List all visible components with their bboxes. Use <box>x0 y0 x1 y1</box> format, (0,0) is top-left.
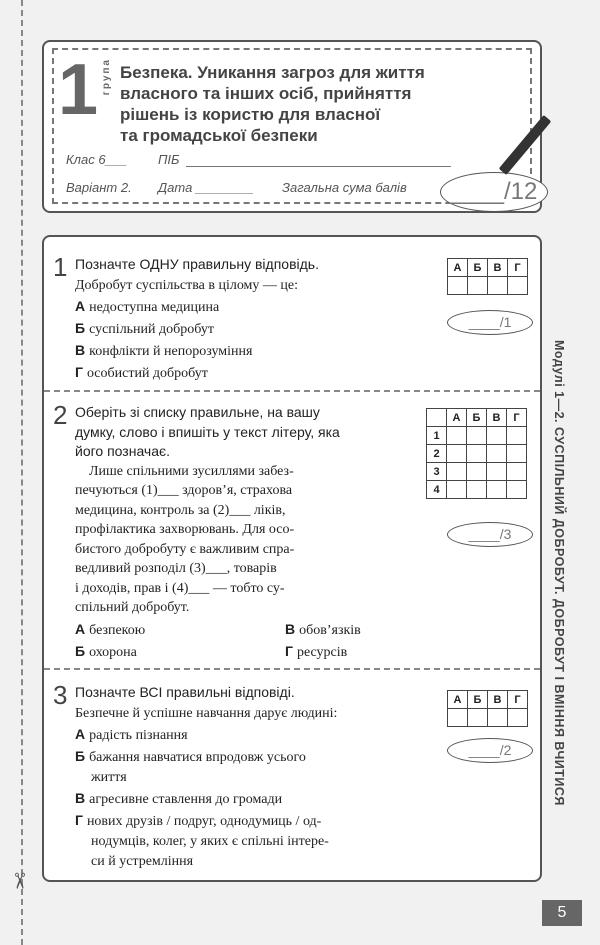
option-text: нових друзів / подруг, однодумиць / од- <box>86 814 322 829</box>
option-text: конфлікти й непорозуміння <box>89 344 253 359</box>
scissors-icon: ✂ <box>7 871 33 891</box>
answer-cell[interactable] <box>508 277 528 295</box>
answer-cell[interactable] <box>488 277 508 295</box>
answer-cell[interactable] <box>447 445 467 463</box>
score-oval[interactable]: ____/2 <box>447 738 533 763</box>
answer-cell[interactable] <box>468 709 488 727</box>
total-label: Загальна сума балів <box>282 180 407 195</box>
option-letter: Г <box>285 642 293 659</box>
answer-cell[interactable] <box>507 427 527 445</box>
total-score-oval[interactable]: ____/12 <box>440 172 548 212</box>
option[interactable] <box>75 318 435 340</box>
title-line: рішень із користю для власної <box>120 105 381 124</box>
grid-header: Б <box>468 259 488 277</box>
text-line: печуються (1)___ здоров’я, страхова <box>75 483 293 498</box>
answer-cell[interactable] <box>448 277 468 295</box>
divider <box>44 668 540 670</box>
option[interactable] <box>75 619 285 641</box>
grid-corner <box>427 409 447 427</box>
answer-cell[interactable] <box>467 445 487 463</box>
instruction: його позначає. <box>75 443 171 459</box>
question-3 <box>75 682 435 872</box>
answer-cell[interactable] <box>507 463 527 481</box>
option[interactable] <box>75 810 435 872</box>
grid-header: Б <box>467 409 487 427</box>
grid-header: Б <box>468 691 488 709</box>
instruction: Позначте ВСІ правильні відповіді. <box>75 684 295 700</box>
option-letter: Б <box>75 320 86 336</box>
title-line: Безпека. Уникання загроз для життя <box>120 63 425 82</box>
grid-row-label: 2 <box>427 445 447 463</box>
answer-cell[interactable] <box>467 481 487 499</box>
page-title <box>120 62 520 146</box>
answer-cell[interactable] <box>467 427 487 445</box>
title-line: та громадської безпеки <box>120 126 318 145</box>
text-line: ведливий розподіл (3)___, товарів <box>75 561 277 576</box>
option-letter: В <box>75 342 86 358</box>
text-line: спільний добробут. <box>75 600 190 615</box>
name-field[interactable] <box>186 166 451 167</box>
answer-cell[interactable] <box>447 481 467 499</box>
question-number: 1 <box>53 252 68 282</box>
grid-header: А <box>448 259 468 277</box>
option-text: бажання навчатися впродовж усього <box>89 750 306 765</box>
option-text: недоступна медицина <box>89 300 220 315</box>
option-text: охорона <box>89 644 137 660</box>
answer-cell[interactable] <box>468 277 488 295</box>
date-field[interactable]: Дата ________ <box>158 180 254 195</box>
answer-cell[interactable] <box>467 463 487 481</box>
option-letter: А <box>75 620 86 637</box>
answer-cell[interactable] <box>487 445 507 463</box>
matching-grid <box>426 408 527 499</box>
name-field-label: ПІБ <box>158 152 180 167</box>
option-letter: В <box>75 790 86 806</box>
page-number: 5 <box>542 900 582 926</box>
grid-header: В <box>487 409 507 427</box>
score-oval[interactable]: ____/1 <box>447 310 533 335</box>
option-text: безпекою <box>89 622 146 638</box>
option[interactable] <box>75 641 285 663</box>
option-text: особистий добробут <box>86 366 208 381</box>
grid-row-label: 1 <box>427 427 447 445</box>
option[interactable] <box>285 619 425 641</box>
option-letter: А <box>75 298 86 314</box>
option-text: обов’язків <box>299 622 361 638</box>
option[interactable] <box>285 641 425 663</box>
option[interactable] <box>75 788 435 810</box>
instruction: Позначте ОДНУ правильну відповідь. <box>75 256 319 272</box>
text-line: профілактика захворювань. Для осо- <box>75 522 295 537</box>
option-letter: В <box>285 620 296 637</box>
option-text: нодумців, колег, у яких є спільні інтере- <box>91 834 329 849</box>
option[interactable] <box>75 362 435 384</box>
grid-header: Г <box>507 409 527 427</box>
answer-cell[interactable] <box>487 463 507 481</box>
answer-cell[interactable] <box>487 481 507 499</box>
class-field[interactable]: Клас 6___ <box>66 152 128 167</box>
option-text: си й устремління <box>91 854 194 869</box>
grid-row-label: 3 <box>427 463 447 481</box>
answer-cell[interactable] <box>507 445 527 463</box>
option-letter: Б <box>75 642 86 659</box>
grid-header: Г <box>508 259 528 277</box>
option-letter: Б <box>75 748 86 764</box>
instruction: думку, слово і впишіть у текст літеру, яка <box>75 423 340 440</box>
text-line: Лише спільними зусиллями забез- <box>89 463 294 479</box>
grid-header: А <box>448 691 468 709</box>
option[interactable] <box>75 296 435 318</box>
option-text: ресурсів <box>296 644 348 660</box>
answer-cell[interactable] <box>488 709 508 727</box>
answer-grid <box>447 258 528 295</box>
option-text: радість пізнання <box>89 728 188 743</box>
answer-cell[interactable] <box>507 481 527 499</box>
group-label: група <box>101 58 112 96</box>
answer-grid <box>447 690 528 727</box>
grid-header: В <box>488 259 508 277</box>
cut-line <box>21 0 23 945</box>
grid-header: Г <box>508 691 528 709</box>
option-letter: Г <box>75 812 83 828</box>
text-line: бистого добробуту є важливим спра- <box>75 541 295 557</box>
option-letter: А <box>75 726 86 742</box>
text-line: медицина, контроль за (2)___ ліків, <box>75 502 286 518</box>
grid-header: А <box>447 409 467 427</box>
stem: Безпечне й успішне навчання дарує людині: <box>75 706 338 721</box>
stem: Добробут суспільства в цілому — це: <box>75 278 299 293</box>
answer-cell[interactable] <box>487 427 507 445</box>
grid-header: В <box>488 691 508 709</box>
text-line: і доходів, прав і (4)___ — тобто су- <box>75 580 285 596</box>
instruction: Оберіть зі списку правильне, на вашу <box>75 404 320 420</box>
answer-cell[interactable] <box>448 709 468 727</box>
option-text: життя <box>91 770 127 785</box>
divider <box>44 390 540 392</box>
variant-label: Варіант 2. <box>66 180 132 195</box>
option[interactable] <box>75 724 435 746</box>
group-number: 1 <box>58 50 99 130</box>
option[interactable] <box>75 340 435 362</box>
title-line: власного та інших осіб, прийняття <box>120 84 412 103</box>
question-1 <box>75 254 435 384</box>
question-number: 2 <box>53 400 68 430</box>
question-number: 3 <box>53 680 68 710</box>
grid-row-label: 4 <box>427 481 447 499</box>
option[interactable] <box>75 746 435 788</box>
option-text: суспільний добробут <box>89 322 214 337</box>
options-list <box>75 619 415 663</box>
module-side-title: Модулі 1—2. СУСПІЛЬНИЙ ДОБРОБУТ. ДОБРОБУТ І ВМІННЯ ВЧИТИСЯ <box>552 340 566 806</box>
option-letter: Г <box>75 364 83 380</box>
answer-cell[interactable] <box>508 709 528 727</box>
option-text: агресивне ставлення до громади <box>89 792 283 807</box>
answer-cell[interactable] <box>447 463 467 481</box>
question-2 <box>75 403 415 663</box>
score-oval[interactable]: ____/3 <box>447 522 533 547</box>
answer-cell[interactable] <box>447 427 467 445</box>
